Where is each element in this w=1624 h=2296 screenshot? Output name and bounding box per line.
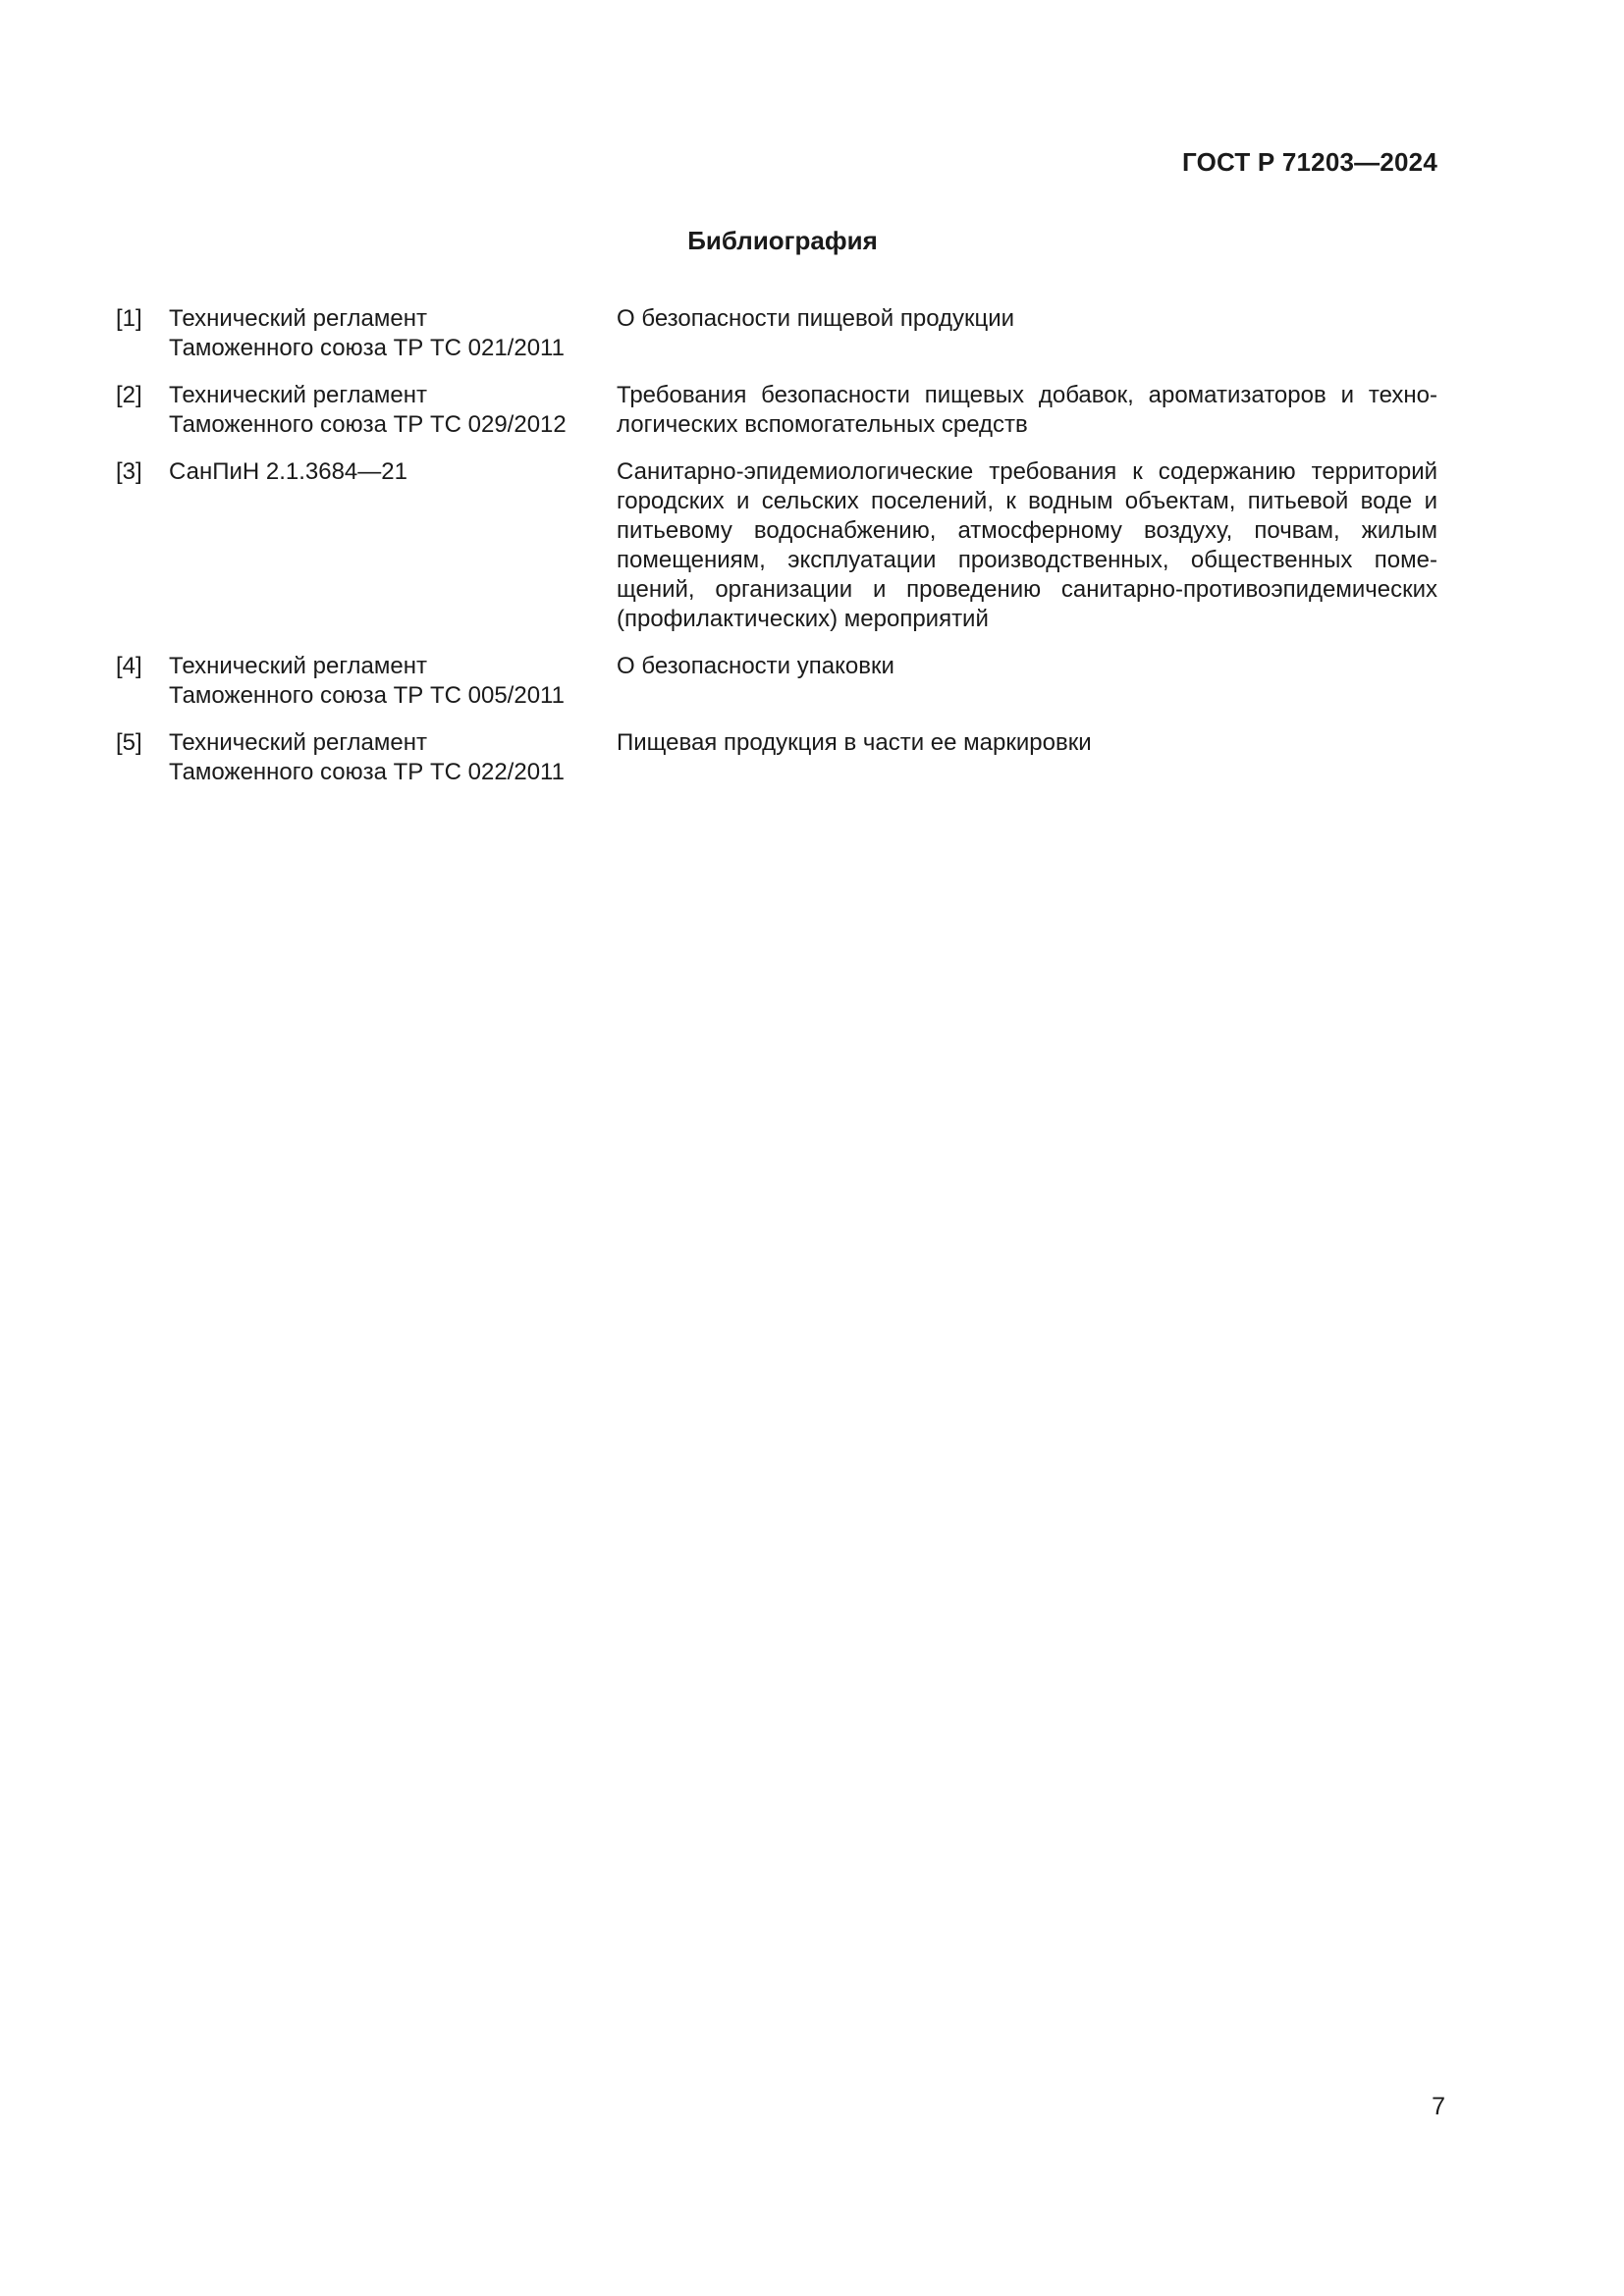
entry-document-line: Технический регламент <box>169 382 427 408</box>
entry-title: О безопасности пищевой продукции <box>617 305 1015 332</box>
bibliography-entry <box>116 381 1437 440</box>
bibliography-entry <box>116 728 1437 787</box>
entry-document-line: СанПиН 2.1.3684—21 <box>169 458 407 485</box>
entry-document <box>169 304 617 363</box>
entry-number: [2] <box>116 382 142 408</box>
bibliography-entry <box>116 457 1437 634</box>
entry-number: [5] <box>116 729 142 756</box>
bibliography-list <box>116 304 1437 805</box>
entry-document-line: Таможенного союза ТР ТС 005/2011 <box>169 682 565 709</box>
page-number: 7 <box>1432 2093 1445 2120</box>
entry-document-line: Таможенного союза ТР ТС 021/2011 <box>169 335 565 361</box>
entry-document-line: Технический регламент <box>169 729 427 756</box>
entry-document <box>169 457 617 634</box>
entry-document-line: Таможенного союза ТР ТС 022/2011 <box>169 759 565 785</box>
entry-document-line: Технический регламент <box>169 305 427 332</box>
section-title: Библиография <box>687 226 878 255</box>
entry-number: [3] <box>116 458 142 485</box>
entry-document <box>169 652 617 711</box>
entry-title: Требования безопасности пищевых добавок, ароматизаторов и техно-логических вспомогательных средств <box>617 382 1437 438</box>
entry-document-line: Технический регламент <box>169 653 427 679</box>
entry-document-line: Таможенного союза ТР ТС 029/2012 <box>169 411 567 438</box>
entry-title: О безопасности упаковки <box>617 653 894 679</box>
entry-title: Санитарно-эпидемиологические требования к содержанию территорий городских и сельских поселений, к водным объектам, питьевой воде и питьевому водоснабжению, атмосферному воздуху, почвам, жилым помещениям, эксплуатации производственных, общественных поме-щений, организации и проведению санитарно-противоэпидемических (профилактических) мероприятий <box>617 458 1437 632</box>
entry-document <box>169 728 617 787</box>
bibliography-entry <box>116 652 1437 711</box>
entry-title: Пищевая продукция в части ее маркировки <box>617 729 1092 756</box>
document-standard-id: ГОСТ Р 71203—2024 <box>1182 147 1437 177</box>
entry-document <box>169 381 617 440</box>
bibliography-entry <box>116 304 1437 363</box>
entry-number: [4] <box>116 653 142 679</box>
entry-number: [1] <box>116 305 142 332</box>
